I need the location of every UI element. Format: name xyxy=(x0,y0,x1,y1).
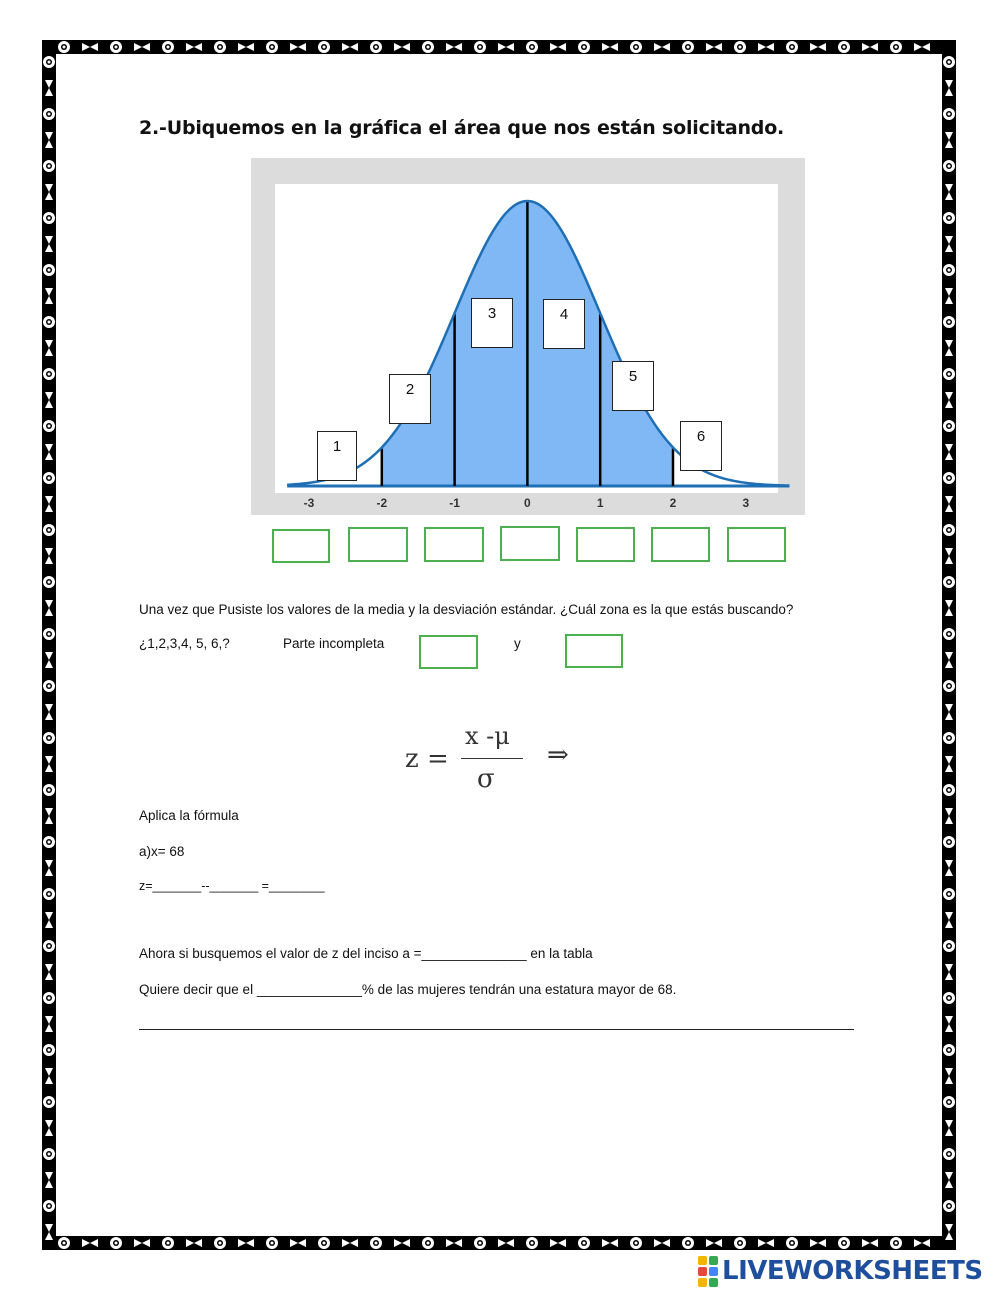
table-lookup-line: Ahora si busquemos el valor de z del inciso a =______________ en la tabla xyxy=(139,946,593,961)
logo-block xyxy=(709,1278,718,1287)
item-a: a)x= 68 xyxy=(139,844,185,859)
zone-label-6: 6 xyxy=(680,421,722,471)
answer-box-tick-3[interactable] xyxy=(424,527,484,562)
logo-block xyxy=(709,1256,718,1265)
and-label: y xyxy=(514,636,521,651)
horizontal-rule xyxy=(139,1029,854,1030)
x-tick-label: -1 xyxy=(449,496,460,510)
page-title: 2.-Ubiquemos en la gráfica el área que nos están solicitando. xyxy=(139,117,785,139)
z-calculation-line: z=_______--_______ =________ xyxy=(139,879,325,893)
apply-heading: Aplica la fórmula xyxy=(139,808,239,823)
answer-box-tick-1[interactable] xyxy=(272,529,330,563)
zone-label-5: 5 xyxy=(612,361,654,411)
logo-block xyxy=(698,1278,707,1287)
implies-arrow: ⇒ xyxy=(547,740,569,770)
formula-numerator: x -μ xyxy=(465,722,510,750)
logo-block xyxy=(698,1256,707,1265)
logo-icon xyxy=(698,1256,718,1287)
formula-lhs: z = xyxy=(405,744,449,774)
zone-label-1: 1 xyxy=(317,431,357,481)
x-tick-label: -2 xyxy=(376,496,388,510)
partial-label: Parte incompleta xyxy=(283,636,385,651)
x-tick-label: 2 xyxy=(669,496,677,510)
liveworksheets-logo xyxy=(698,1256,983,1286)
answer-box-tick-7[interactable] xyxy=(727,527,786,562)
instruction-line: Una vez que Pusiste los valores de la media y la desviación estándar. ¿Cuál zona es la que estás buscando? xyxy=(139,602,794,617)
zone-label-2: 2 xyxy=(389,374,431,424)
formula-fraction-bar xyxy=(461,758,523,759)
zone-question: ¿1,2,3,4, 5, 6,? xyxy=(139,636,230,651)
logo-block xyxy=(709,1267,718,1276)
zone-label-3: 3 xyxy=(471,298,513,348)
answer-box-tick-4[interactable] xyxy=(500,526,560,561)
z-score-formula xyxy=(405,722,595,802)
percentage-line: Quiere decir que el ______________% de las mujeres tendrán una estatura mayor de 68. xyxy=(139,982,677,997)
x-tick-label: -3 xyxy=(303,496,315,510)
partial-answer-box-2[interactable] xyxy=(565,634,623,668)
logo-block xyxy=(698,1267,707,1276)
logo-text: LIVEWORKSHEETS xyxy=(722,1256,983,1286)
x-tick-label: 3 xyxy=(742,496,750,510)
x-tick-label: 0 xyxy=(524,496,531,510)
answer-box-tick-5[interactable] xyxy=(576,527,635,562)
x-tick-label: 1 xyxy=(596,496,604,510)
formula-denominator: σ xyxy=(477,764,495,794)
zone-label-4: 4 xyxy=(543,299,585,349)
partial-answer-box-1[interactable] xyxy=(419,635,478,669)
answer-box-tick-2[interactable] xyxy=(348,527,408,562)
answer-box-tick-6[interactable] xyxy=(651,527,710,562)
